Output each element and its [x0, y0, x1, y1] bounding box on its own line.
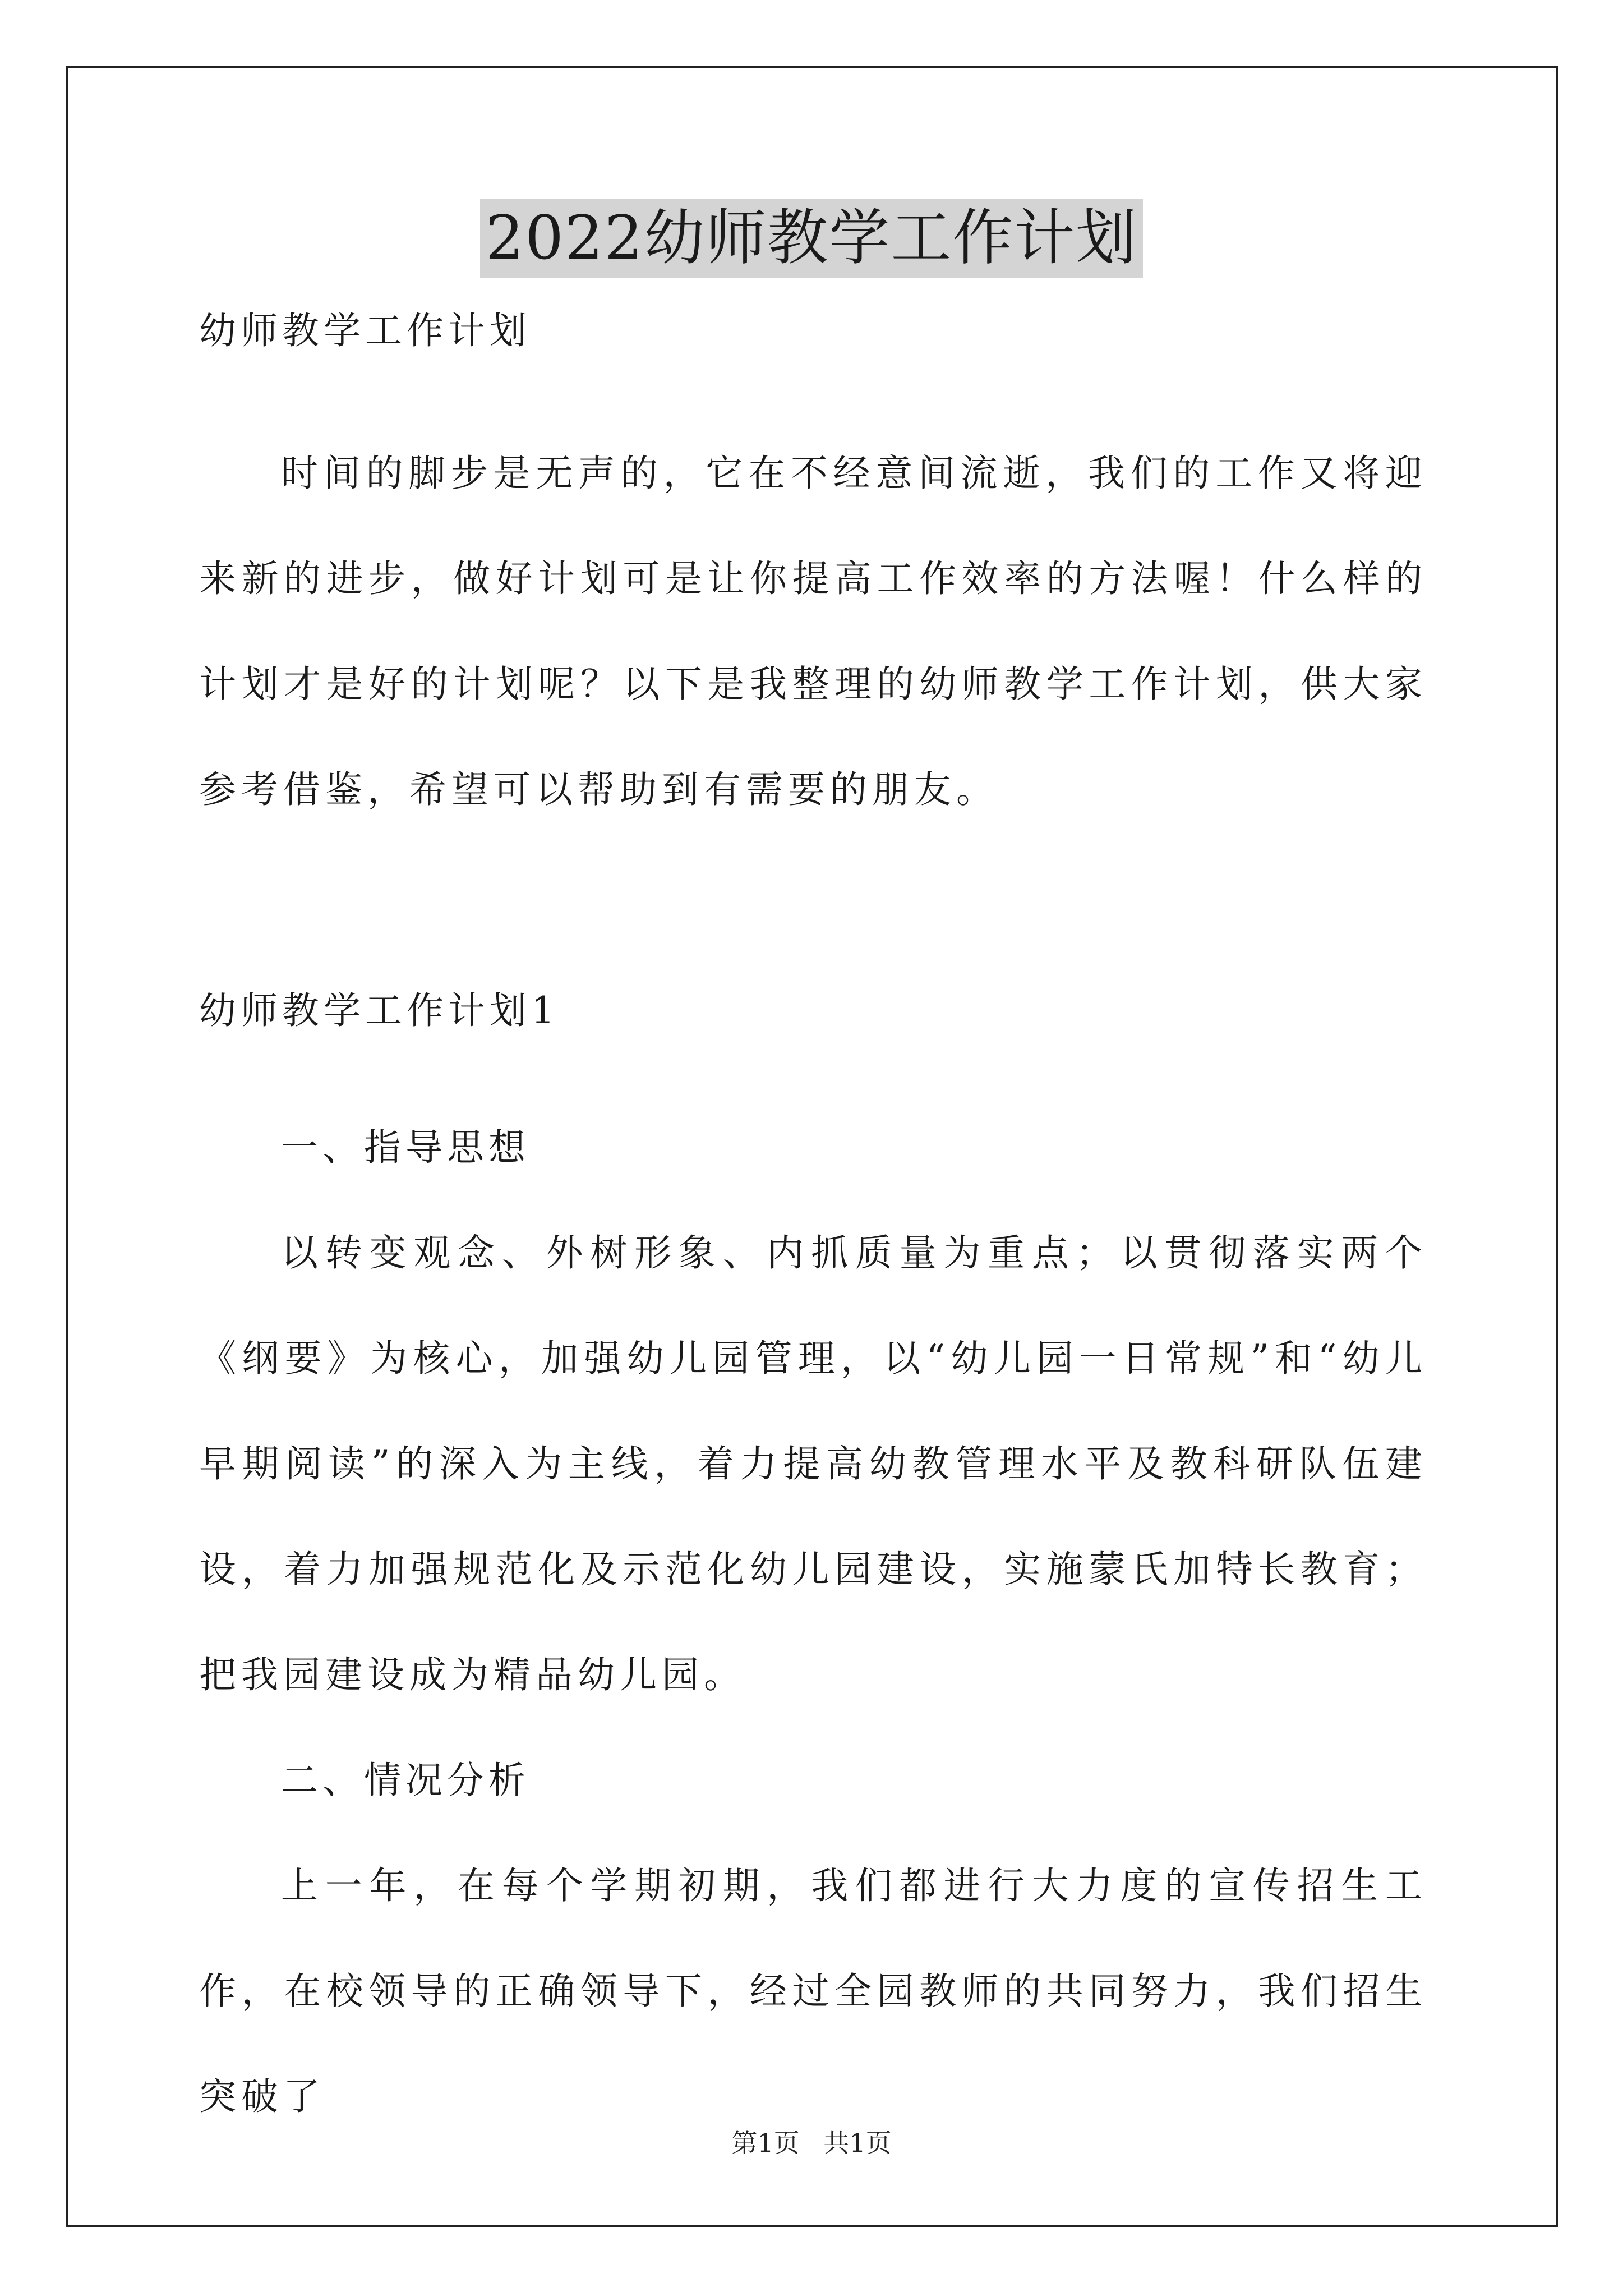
document-body	[199, 303, 1427, 2150]
title-container	[0, 199, 1623, 278]
part2-heading: 二、情况分析	[281, 1759, 530, 1802]
part1-heading: 一、指导思想	[281, 1126, 530, 1169]
page-footer	[0, 2126, 1623, 2160]
page-number-current: 第1页	[731, 2128, 800, 2158]
intro-heading: 幼师教学工作计划	[199, 309, 531, 352]
plan1-heading: 幼师教学工作计划1	[199, 989, 559, 1032]
page-number-total: 共1页	[823, 2128, 892, 2158]
part2-paragraph: 上一年，在每个学期初期，我们都进行大力度的宣传招生工作，在校领导的正确领导下，经过全园教师的共同努力，我们招生突破了	[199, 1864, 1427, 2118]
part1-paragraph: 以转变观念、外树形象、内抓质量为重点；以贯彻落实两个《纲要》为核心，加强幼儿园管理，以“幼儿园一日常规”和“幼儿早期阅读”的深入为主线，着力提高幼教管理水平及教科研队伍建设，着力加强规范化及示范化幼儿园建设，实施蒙氏加特长教育；把我园建设成为精品幼儿园。	[199, 1231, 1427, 1696]
intro-paragraph: 时间的脚步是无声的，它在不经意间流逝，我们的工作又将迎来新的进步，做好计划可是让你提高工作效率的方法喔！什么样的计划才是好的计划呢？以下是我整理的幼师教学工作计划，供大家参考借鉴，希望可以帮助到有需要的朋友。	[199, 452, 1427, 811]
document-title: 2022幼师教学工作计划	[480, 199, 1144, 278]
